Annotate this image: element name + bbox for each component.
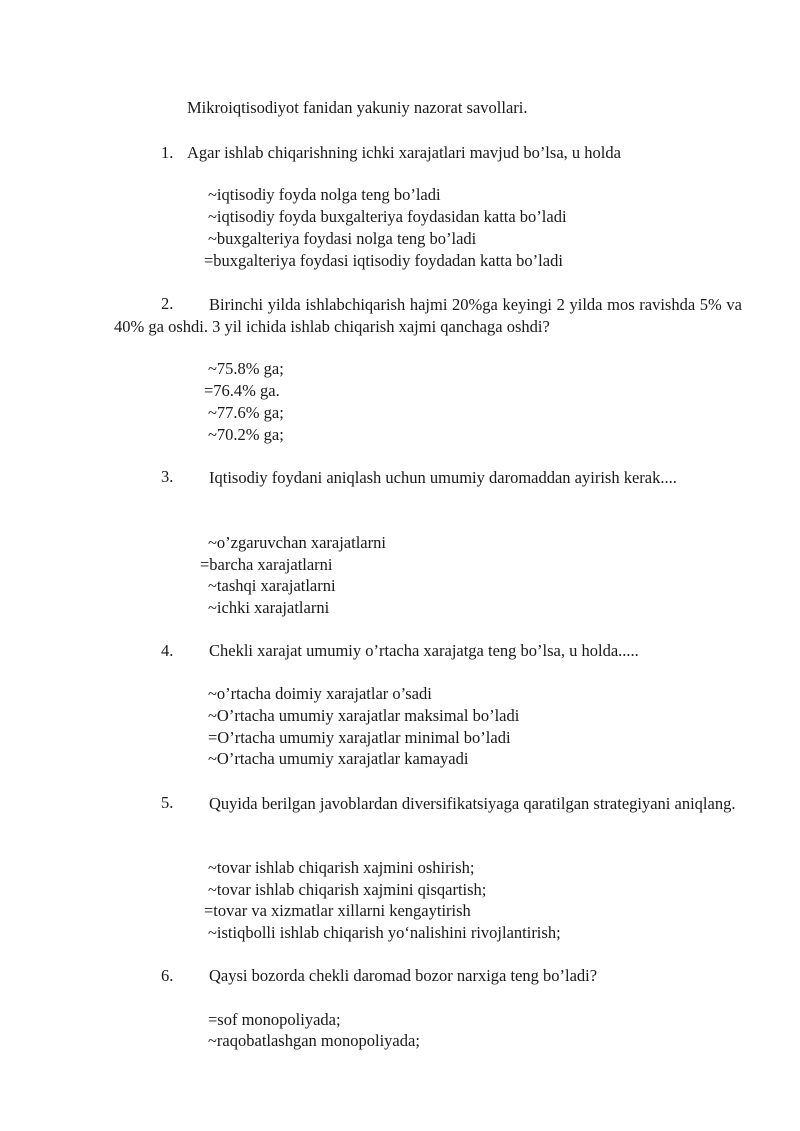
question-text: Chekli xarajat umumiy o’rtacha xarajatga teng bo’lsa, u holda..... [209, 641, 639, 660]
question-text: Qaysi bozorda chekli daromad bozor narxiga teng bo’ladi? [209, 966, 598, 985]
question-text: Birinchi yilda ishlabchiqarish hajmi 20%ga keyingi 2 yilda mos ravishda 5% va 40% ga oshdi. 3 yil ichida ishlab chiqarish xajmi qanchaga oshdi? [114, 295, 742, 336]
answer-option: ~75.8% ga; [208, 359, 284, 378]
answer-option: ~tashqi xarajatlarni [208, 576, 336, 595]
question-text: Iqtisodiy foydani aniqlash uchun umumiy daromaddan ayirish kerak.... [209, 468, 677, 487]
question-number: 6. [161, 966, 174, 985]
answer-option-correct: =barcha xarajatlarni [200, 555, 333, 574]
question-text: Quyida berilgan javoblardan diversifikatsiyaga qaratilgan strategiyani aniqlang. [209, 794, 736, 813]
answer-option: ~70.2% ga; [208, 425, 284, 444]
answer-option: ~o’zgaruvchan xarajatlarni [208, 533, 386, 552]
answer-option-correct: =buxgalteriya foydasi iqtisodiy foydadan katta bo’ladi [204, 251, 563, 270]
answer-option: ~77.6% ga; [208, 403, 284, 422]
answer-option: ~istiqbolli ishlab chiqarish yo‘nalishini rivojlantirish; [208, 923, 561, 942]
question-number: 5. [161, 793, 174, 812]
question-number: 3. [161, 467, 174, 486]
answer-option-correct: =76.4% ga. [204, 381, 280, 400]
answer-option-correct: =sof monopoliyada; [208, 1010, 341, 1029]
question-number: 1. [161, 143, 174, 162]
answer-option: ~raqobatlashgan monopoliyada; [208, 1031, 420, 1050]
document-title: Mikroiqtisodiyot fanidan yakuniy nazorat savollari. [187, 98, 528, 117]
answer-option: ~tovar ishlab chiqarish xajmini oshirish; [208, 858, 475, 877]
answer-option-correct: =tovar va xizmatlar xillarni kengaytirish [204, 901, 471, 920]
answer-option: ~iqtisodiy foyda nolga teng bo’ladi [208, 185, 441, 204]
question-number: 4. [161, 641, 174, 660]
answer-option: ~O’rtacha umumiy xarajatlar maksimal bo’ladi [208, 706, 520, 725]
answer-option: ~o’rtacha doimiy xarajatlar o’sadi [208, 684, 432, 703]
answer-option: ~tovar ishlab chiqarish xajmini qisqartish; [208, 880, 487, 899]
answer-option: ~buxgalteriya foydasi nolga teng bo’ladi [208, 229, 477, 248]
answer-option: ~ichki xarajatlarni [208, 598, 330, 617]
answer-option: ~O’rtacha umumiy xarajatlar kamayadi [208, 749, 469, 768]
answer-option: ~iqtisodiy foyda buxgalteriya foydasidan katta bo’ladi [208, 207, 567, 226]
question-number: 2. [161, 294, 174, 313]
answer-option-correct: =O’rtacha umumiy xarajatlar minimal bo’ladi [208, 728, 511, 747]
question-text: Agar ishlab chiqarishning ichki xarajatlari mavjud bo’lsa, u holda [187, 143, 621, 162]
